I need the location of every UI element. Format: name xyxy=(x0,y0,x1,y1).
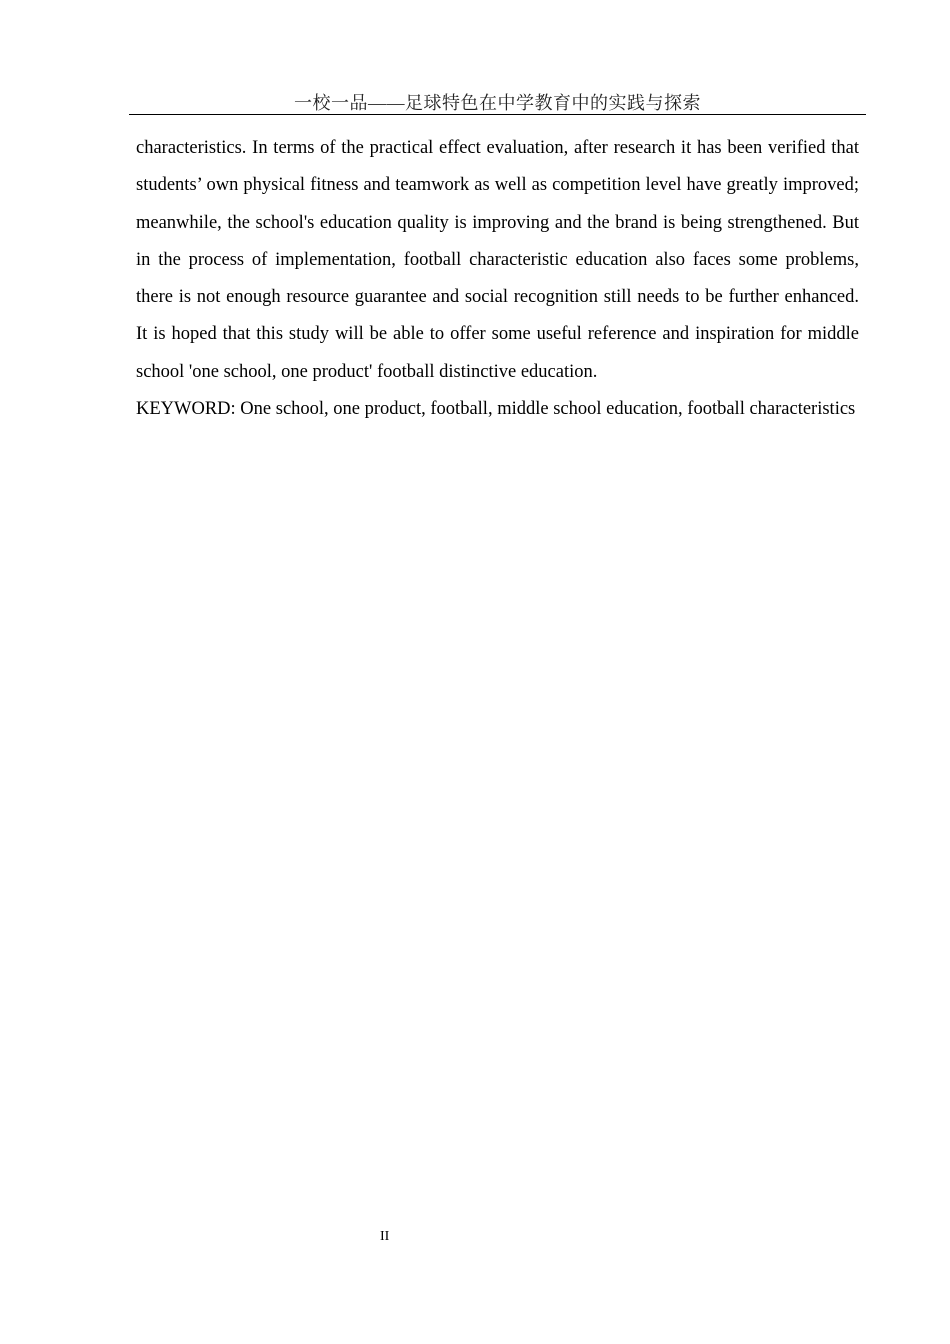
abstract-body xyxy=(136,130,859,428)
abstract-paragraph: characteristics. In terms of the practical effect evaluation, after research it has been verified that students’ own physical fitness and teamwork as well as competition level have greatly improved; meanwhile, the school's education quality is improving and the brand is being strengthened. But in the process of implementation, football characteristic education also faces some problems, there is not enough resource guarantee and social recognition still needs to be further enhanced. It is hoped that this study will be able to offer some useful reference and inspiration for middle school 'one school, one product' football distinctive education. xyxy=(136,138,859,382)
header-divider xyxy=(129,114,866,115)
page-number: II xyxy=(380,1229,390,1244)
running-header-title: 一校一品——足球特色在中学教育中的实践与探索 xyxy=(294,93,701,113)
keywords-paragraph: KEYWORD: One school, one product, football, middle school education, football characteristics xyxy=(136,399,856,420)
